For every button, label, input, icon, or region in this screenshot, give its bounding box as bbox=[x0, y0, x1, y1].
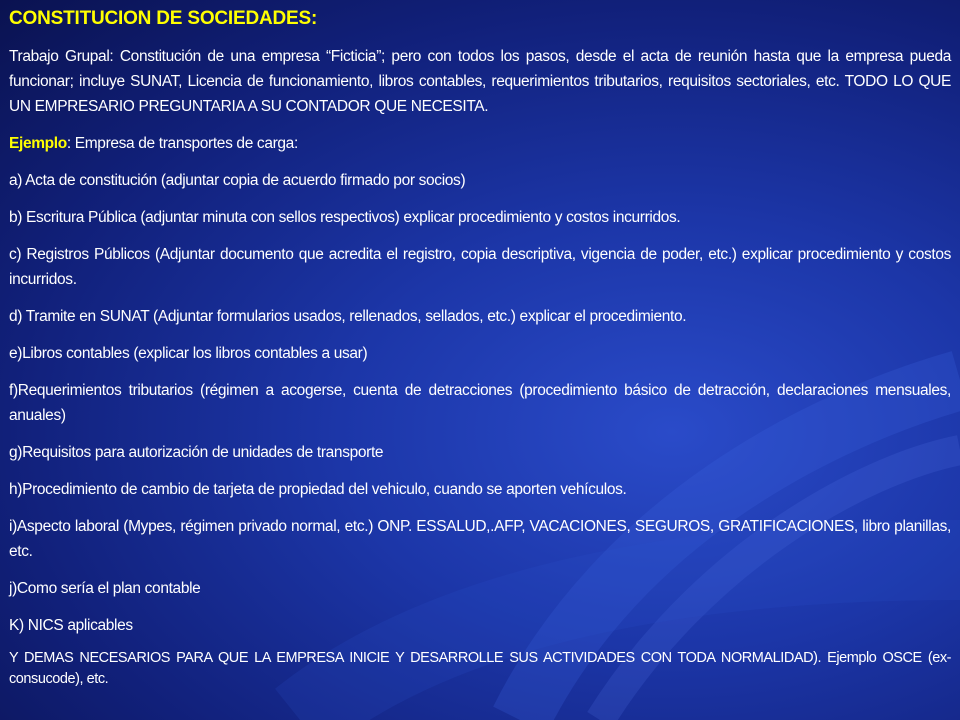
list-item: f)Requerimientos tributarios (régimen a acogerse, cuenta de detracciones (procedimiento básico de detracción, declaraciones mensuales, anuales) bbox=[9, 382, 951, 424]
slide-content bbox=[9, 8, 951, 702]
slide-title: CONSTITUCION DE SOCIEDADES: bbox=[9, 8, 318, 29]
list-item: i)Aspecto laboral (Mypes, régimen privado normal, etc.) ONP. ESSALUD,.AFP, VACACIONES, SEGUROS, GRATIFICACIONES, libro planillas, etc. bbox=[9, 518, 951, 560]
requirements-list bbox=[9, 168, 951, 638]
intro-paragraph: Trabajo Grupal: Constitución de una empresa “Ficticia”; pero con todos los pasos, desde el acta de reunión hasta que la empresa pueda funcionar; incluye SUNAT, Licencia de funcionamiento, libros contables, requerimientos tributarios, requisitos sectoriales, etc. TODO LO QUE UN EMPRESARIO PREGUNTARIA A SU CONTADOR QUE NECESITA. bbox=[9, 48, 951, 115]
list-item: c) Registros Públicos (Adjuntar documento que acredita el registro, copia descriptiva, vigencia de poder, etc.) explicar procedimiento y costos incurridos. bbox=[9, 246, 951, 288]
list-item: j)Como sería el plan contable bbox=[9, 580, 201, 597]
list-item: g)Requisitos para autorización de unidades de transporte bbox=[9, 444, 384, 461]
list-item: h)Procedimiento de cambio de tarjeta de propiedad del vehiculo, cuando se aporten vehículos. bbox=[9, 481, 627, 498]
list-item: e)Libros contables (explicar los libros contables a usar) bbox=[9, 345, 368, 362]
closing-paragraph: Y DEMAS NECESARIOS PARA QUE LA EMPRESA INICIE Y DESARROLLE SUS ACTIVIDADES CON TODA NORMALIDAD). Ejemplo OSCE (ex- consucode), etc. bbox=[9, 650, 951, 687]
list-item: d) Tramite en SUNAT (Adjuntar formularios usados, rellenados, sellados, etc.) explicar el procedimiento. bbox=[9, 308, 687, 325]
example-line bbox=[9, 131, 951, 156]
list-item: K) NICS aplicables bbox=[9, 617, 133, 634]
example-label: Ejemplo bbox=[9, 135, 67, 152]
example-text: : Empresa de transportes de carga: bbox=[66, 135, 298, 152]
list-item: a) Acta de constitución (adjuntar copia de acuerdo firmado por socios) bbox=[9, 172, 466, 189]
list-item: b) Escritura Pública (adjuntar minuta con sellos respectivos) explicar procedimiento y costos incurridos. bbox=[9, 209, 681, 226]
